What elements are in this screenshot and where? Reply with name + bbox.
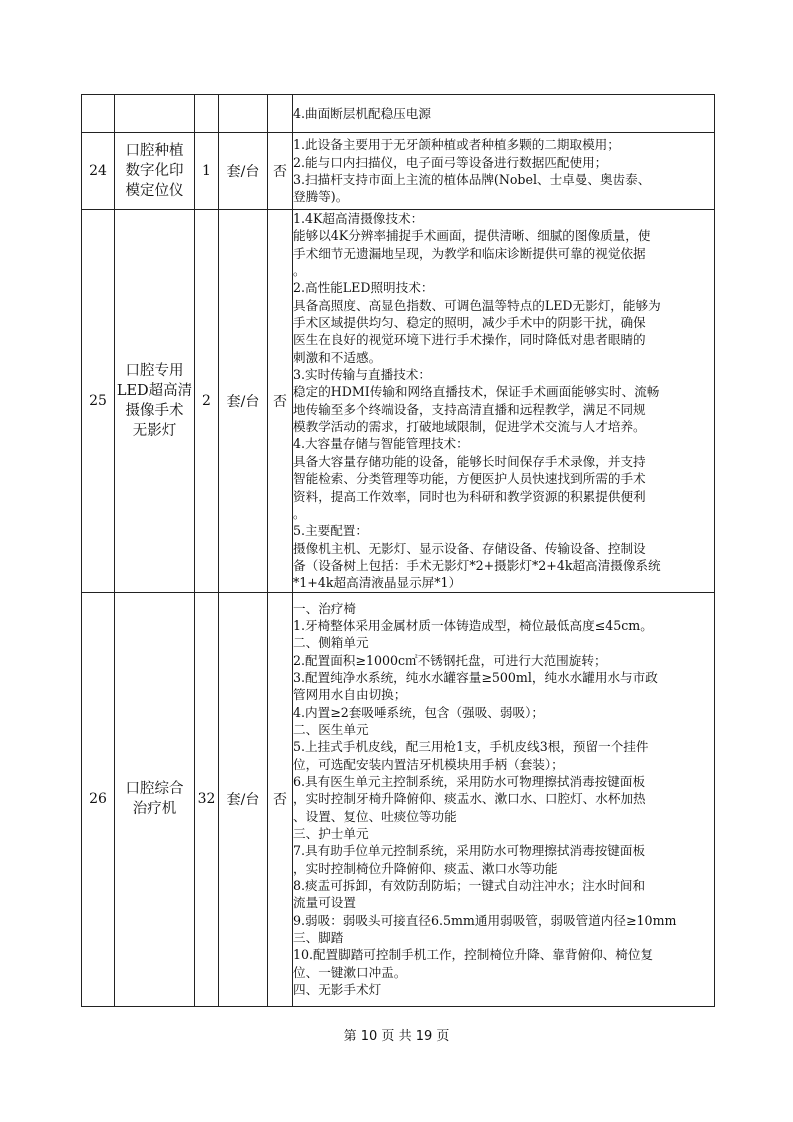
requirement-line: 稳定的HDMI传输和网络直播技术，保证手术画面能够实时、流畅 bbox=[293, 384, 660, 400]
requirement-line: 二、医生单元 bbox=[293, 722, 369, 738]
requirement-line: 三、脚踏 bbox=[293, 930, 344, 946]
quantity-cell: 2 bbox=[195, 210, 219, 593]
requirement-line: 。 bbox=[293, 263, 306, 279]
requirement-line: 登腾等)。 bbox=[293, 189, 349, 205]
page-footer: 第 10 页 共 19 页 bbox=[343, 1029, 450, 1044]
requirement-line: 10.配置脚踏可控制手机工作，控制椅位升降、靠背俯仰、椅位复 bbox=[293, 947, 654, 963]
requirement-line: 医生在良好的视觉环境下进行手术操作，同时降低对患者眼睛的 bbox=[293, 332, 646, 348]
imported-cell: 否 bbox=[268, 133, 293, 210]
item-name-line: 口腔种植 bbox=[125, 143, 184, 159]
imported-cell: 否 bbox=[268, 210, 293, 593]
requirement-line: 手术细节无遗漏地呈现，为教学和临床诊断提供可靠的视觉依据 bbox=[293, 245, 646, 261]
requirement-line: 4.大容量存储与智能管理技术： bbox=[293, 436, 469, 452]
requirement-line: 资料，提高工作效率，同时也为科研和教学资源的积累提供便利 bbox=[293, 488, 646, 504]
requirement-line: 、设置、复位、吐痰位等功能 bbox=[293, 808, 457, 824]
requirement-line: 刺激和不适感。 bbox=[293, 349, 382, 365]
item-name-cell bbox=[115, 210, 195, 593]
requirement-line: 摄像机主机、无影灯、显示设备、存储设备、传输设备、控制设 bbox=[293, 540, 646, 556]
requirement-line: 。 bbox=[293, 505, 306, 521]
requirement-line: 手术区域提供均匀、稳定的照明，减少手术中的阴影干扰，确保 bbox=[293, 315, 646, 331]
item-number-cell bbox=[82, 95, 115, 133]
requirement-line: 3.扫描杆支持市面上主流的植体品牌(Nobel、士卓曼、奥齿泰、 bbox=[293, 172, 651, 187]
quantity-cell: 1 bbox=[195, 133, 219, 210]
item-number-cell: 26 bbox=[82, 592, 115, 1006]
requirement-line: 6.具有医生单元主控制系统，采用防水可物理擦拭消毒按键面板 bbox=[293, 774, 646, 790]
table-row bbox=[82, 133, 715, 210]
table-row bbox=[82, 95, 715, 133]
requirement-line: 2.配置面积≥1000c㎡不锈钢托盘，可进行大范围旋转； bbox=[293, 652, 607, 668]
item-name-line: 口腔专用 bbox=[125, 362, 184, 379]
requirement-line: 8.痰盂可拆卸，有效防刮防垢；一键式自动注冲水；注水时间和 bbox=[293, 878, 646, 894]
item-name-cell bbox=[115, 133, 195, 210]
item-name-line: LED超高清 bbox=[116, 382, 193, 399]
item-name-line: 数字化印 bbox=[125, 163, 184, 179]
requirement-line: ，实时控制椅位升降俯仰、痰盂、漱口水等功能 bbox=[293, 860, 558, 876]
requirement-line: 1.此设备主要用于无牙颌种植或者种植多颗的二期取模用； bbox=[293, 137, 620, 153]
requirement-line: 具备高照度、高显色指数、可调色温等特点的LED无影灯，能够为 bbox=[293, 297, 661, 313]
imported-cell: 否 bbox=[268, 592, 293, 1006]
requirement-line: 7.具有助手位单元控制系统，采用防水可物理擦拭消毒按键面板 bbox=[293, 843, 646, 859]
quantity-cell: 32 bbox=[195, 592, 219, 1006]
unit-cell bbox=[219, 95, 268, 133]
quantity-cell bbox=[195, 95, 219, 133]
unit-cell: 套/台 bbox=[219, 592, 268, 1006]
item-name-line: 治疗机 bbox=[132, 801, 177, 818]
requirement-line: ，实时控制牙椅升降俯仰、痰盂水、漱口水、口腔灯、水杯加热 bbox=[293, 791, 646, 807]
item-name-cell bbox=[115, 95, 195, 133]
requirement-line: 管网用水自由切换； bbox=[293, 687, 407, 703]
requirements-cell bbox=[293, 210, 715, 593]
unit-cell: 套/台 bbox=[219, 210, 268, 593]
requirement-line: 9.弱吸：弱吸头可接直径6.5mm通用弱吸管，弱吸管道内径≥10mm bbox=[293, 912, 677, 928]
requirement-line: 智能检索、分类管理等功能，方便医护人员快速找到所需的手术 bbox=[293, 471, 646, 487]
item-name-cell bbox=[115, 592, 195, 1006]
requirement-line: 4.内置≥2套吸唾系统，包含（强吸、弱吸）； bbox=[293, 704, 544, 720]
requirements-cell bbox=[293, 95, 715, 133]
requirement-line: 位，可选配安装内置洁牙机模块用手柄（套装）； bbox=[293, 756, 564, 772]
requirement-line: 四、无影手术灯 bbox=[293, 982, 382, 998]
requirement-line: 3.配置纯净水系统，纯水水罐容量≥500ml，纯水水罐用水与市政 bbox=[293, 669, 658, 685]
requirement-line: 3.实时传输与直播技术： bbox=[293, 367, 431, 383]
requirement-line: 能够以4K分辨率捕捉手术画面，提供清晰、细腻的图像质量，使 bbox=[293, 228, 651, 244]
requirements-cell bbox=[293, 592, 715, 1006]
requirement-line: 1.牙椅整体采用金属材质一体铸造成型，椅位最低高度≤45cm。 bbox=[293, 617, 653, 633]
item-number-cell: 24 bbox=[82, 133, 115, 210]
requirement-line: 模教学活动的需求，打破地域限制，促进学术交流与人才培养。 bbox=[293, 419, 646, 435]
table-row bbox=[82, 592, 715, 1006]
requirement-line: 具备大容量存储功能的设备，能够长时间保存手术录像，并支持 bbox=[293, 453, 646, 469]
requirement-line: 1.4K超高清摄像技术： bbox=[293, 211, 424, 226]
requirement-line: *1+4k超高清液晶显示屏*1） bbox=[293, 575, 462, 591]
item-number-cell: 25 bbox=[82, 210, 115, 593]
requirement-line: 2.能与口内扫描仪，电子面弓等设备进行数据匹配使用； bbox=[293, 154, 608, 170]
specification-table bbox=[81, 94, 715, 1007]
requirement-line: 二、侧箱单元 bbox=[293, 635, 369, 651]
requirement-line: 备（设备树上包括：手术无影灯*2+摄影灯*2+4k超高清摄像系统 bbox=[293, 557, 661, 573]
requirements-cell bbox=[293, 133, 715, 210]
requirement-line: 5.主要配置： bbox=[293, 523, 368, 539]
item-name-line: 摄像手术 bbox=[125, 402, 184, 419]
table-row bbox=[82, 210, 715, 593]
requirement-line: 流量可设置 bbox=[293, 895, 356, 911]
requirement-line: 2.高性能LED照明技术： bbox=[293, 280, 434, 296]
requirement-line: 地传输至多个终端设备，支持高清直播和远程教学，满足不同规 bbox=[293, 401, 646, 417]
requirement-line: 位、一键漱口冲盂。 bbox=[293, 964, 407, 980]
requirement-line: 三、护士单元 bbox=[293, 826, 369, 842]
item-name-line: 模定位仪 bbox=[125, 183, 184, 199]
imported-cell bbox=[268, 95, 293, 133]
requirement-line: 5.上挂式手机皮线，配三用枪1支，手机皮线3根，预留一个挂件 bbox=[293, 739, 649, 755]
item-name-line: 口腔综合 bbox=[125, 781, 184, 798]
requirement-line: 一、治疗椅 bbox=[293, 600, 356, 616]
requirement-line: 4.曲面断层机配稳压电源 bbox=[293, 105, 431, 121]
unit-cell: 套/台 bbox=[219, 133, 268, 210]
item-name-line: 无影灯 bbox=[132, 422, 177, 439]
